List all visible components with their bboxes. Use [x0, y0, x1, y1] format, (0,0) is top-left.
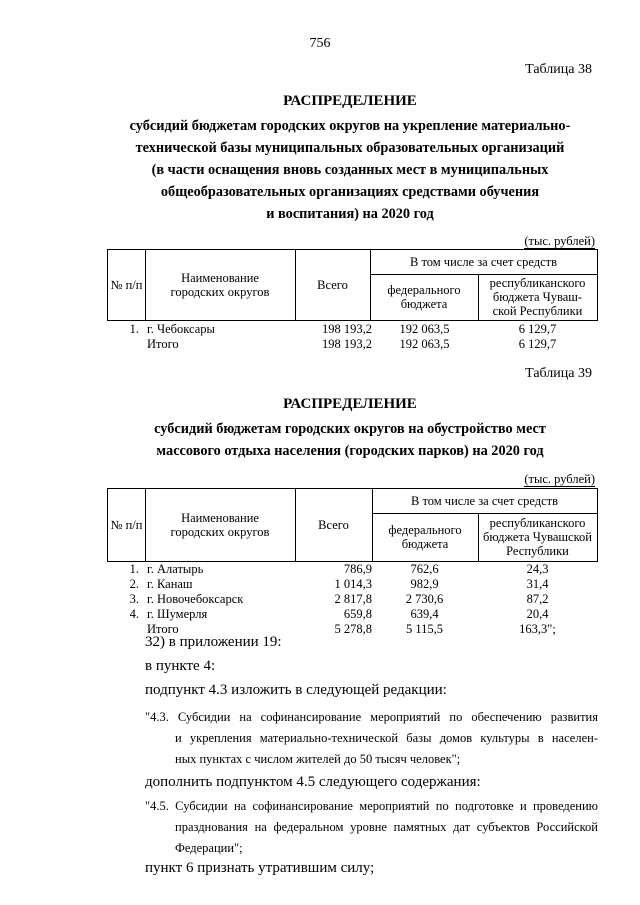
header-name: Наименование городских округов	[170, 271, 270, 299]
table-row-total: Итого 5 278,8 5 115,5 163,3";	[147, 622, 556, 636]
header-group: В том числе за счет средств	[409, 255, 558, 269]
table-row: 1. г. Чебоксары 198 193,2 192 063,5 6 129,7	[129, 322, 557, 336]
page-number: 756	[309, 36, 331, 51]
header-federal: федерального бюджета	[387, 283, 461, 311]
subheading-line: субсидий бюджетам городских округов на обустройство мест	[154, 421, 546, 437]
paragraph-point-4: в пункте 4:	[145, 658, 216, 674]
table-row: 4. г. Шумерля 659,8 639,4 20,4	[129, 607, 549, 621]
table-row: 3. г. Новочебоксарск 2 817,8 2 730,6 87,2	[129, 592, 549, 606]
table-38-subheading	[100, 115, 600, 225]
subheading-line: и воспитания) на 2020 год	[266, 206, 434, 222]
subheading-line: общеобразовательных организациях средствами обучения	[160, 184, 540, 200]
header-republic: республиканского бюджета Чувашской Республики	[483, 516, 592, 558]
table-39-subheading	[100, 418, 600, 462]
paragraph-item-32: 32) в приложении 19:	[145, 634, 282, 650]
quote-4-3: "4.3. Субсидии на софинансирование мероприятий по обеспечению развития и укрепления материально-технической базы домов культуры в населен- ных пунктах с числом жителей до 50 тысяч человек";	[145, 710, 598, 766]
subheading-line: субсидий бюджетам городских округов на укрепление материально-	[129, 118, 571, 134]
table-39-label: Таблица 39	[525, 366, 592, 381]
subheading-line: массового отдыха населения (городских парков) на 2020 год	[156, 443, 544, 459]
quote-4-5: "4.5. Субсидии на софинансирование мероприятий по подготовке и проведению празднования на федеральном уровне памятных дат субъектов Российской Федерации";	[145, 799, 598, 855]
subheading-line: (в части оснащения вновь созданных мест в муниципальных	[151, 162, 549, 178]
table-38-heading: РАСПРЕДЕЛЕНИЕ	[283, 93, 417, 109]
header-group: В том числе за счет средств	[410, 494, 559, 508]
header-num: № п/п	[110, 518, 143, 532]
table-row: 2. г. Канаш 1 014,3 982,9 31,4	[129, 577, 549, 591]
header-federal: федерального бюджета	[388, 523, 462, 551]
subheading-line: технической базы муниципальных образовательных организаций	[135, 140, 565, 156]
table-38-label: Таблица 38	[525, 62, 592, 77]
paragraph-subpoint-4-3: подпункт 4.3 изложить в следующей редакции:	[145, 682, 447, 698]
table-39-heading: РАСПРЕДЕЛЕНИЕ	[283, 396, 417, 412]
table-39-unit: (тыс. рублей)	[524, 472, 595, 486]
header-name: Наименование городских округов	[170, 511, 270, 539]
header-total: Всего	[317, 278, 348, 292]
table-row: 1. г. Алатырь 786,9 762,6 24,3	[129, 562, 549, 576]
table-row-total: Итого 198 193,2 192 063,5 6 129,7	[147, 337, 557, 351]
table-38-header	[107, 249, 598, 321]
header-num: № п/п	[110, 278, 143, 292]
table-38-unit: (тыс. рублей)	[524, 234, 595, 248]
header-republic: республиканского бюджета Чуваш-ской Республики	[489, 276, 586, 318]
table-39-header	[107, 488, 598, 562]
header-total: Всего	[318, 518, 349, 532]
paragraph-subpoint-4-5: дополнить подпунктом 4.5 следующего содержания:	[145, 774, 481, 790]
paragraph-point-6: пункт 6 признать утратившим силу;	[145, 860, 375, 876]
